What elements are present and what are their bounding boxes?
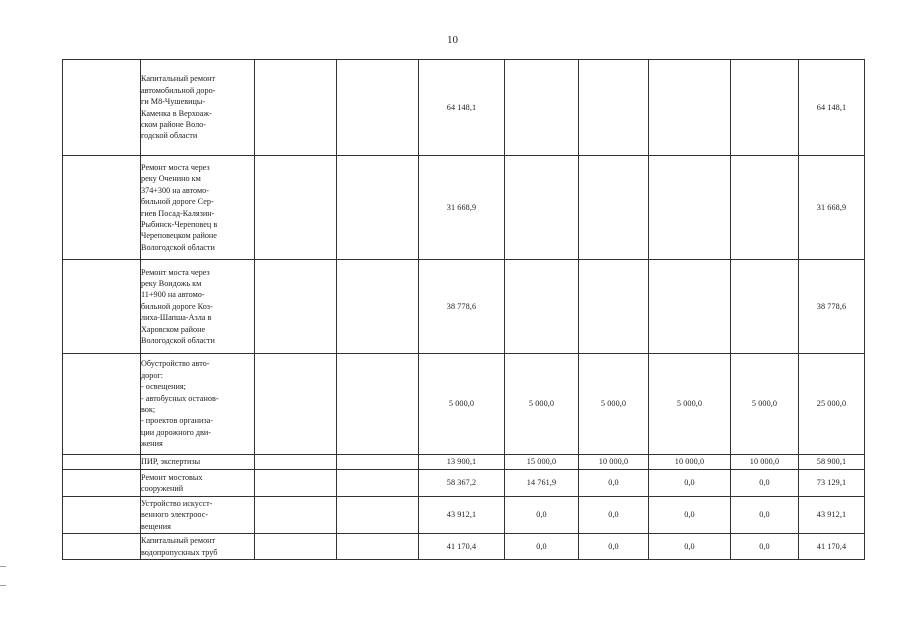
value-cell: 15 000,0 [505,455,579,470]
value-cell: 41 170,4 [419,534,505,560]
empty-cell [63,470,141,497]
empty-cell [337,60,419,156]
value-cell: 41 170,4 [799,534,865,560]
budget-table [62,59,865,560]
value-cell: 0,0 [579,497,649,534]
value-cell: 5 000,0 [419,354,505,455]
value-cell: 10 000,0 [579,455,649,470]
value-cell: 5 000,0 [579,354,649,455]
empty-cell [337,156,419,260]
row-name: Капитальный ремонт водопропускных труб [141,536,218,557]
value-cell: 0,0 [649,534,731,560]
value-cell [649,260,731,354]
row-name: Устройство искусст- венного электроос- вещения [141,498,213,531]
table-row [63,497,865,534]
value-cell [505,60,579,156]
empty-cell [255,470,337,497]
value-cell: 5 000,0 [505,354,579,455]
value-cell: 38 778,6 [419,260,505,354]
value-cell [731,156,799,260]
value-cell: 31 668,9 [419,156,505,260]
value-cell: 0,0 [731,497,799,534]
empty-cell [63,260,141,354]
value-cell: 14 761,9 [505,470,579,497]
value-cell: 13 900,1 [419,455,505,470]
empty-cell [255,354,337,455]
value-cell [505,260,579,354]
empty-cell [63,497,141,534]
empty-cell [337,497,419,534]
empty-cell [255,534,337,560]
value-cell [579,156,649,260]
value-cell: 64 148,1 [799,60,865,156]
row-name-cell [141,60,255,156]
margin-mark [0,585,6,586]
empty-cell [63,156,141,260]
row-name-cell [141,534,255,560]
row-name: Обустройство авто- дорог: - освещения; - автобусных останов- вок; - проектов организа- ции дорожного дви- жения [141,359,219,449]
value-cell: 0,0 [649,470,731,497]
value-cell: 0,0 [579,534,649,560]
empty-cell [337,455,419,470]
value-cell [731,260,799,354]
value-cell: 73 129,1 [799,470,865,497]
margin-mark [0,566,6,567]
table-row [63,455,865,470]
row-name-cell [141,470,255,497]
row-name: Ремонт мостовых сооружений [141,472,203,493]
value-cell: 5 000,0 [731,354,799,455]
row-name-cell [141,156,255,260]
empty-cell [337,354,419,455]
value-cell: 43 912,1 [799,497,865,534]
table-row [63,470,865,497]
value-cell [731,60,799,156]
row-name: Капитальный ремонт автомобильной доро- ги М8-Чушевицы- Каменка в Верхоаж- ском районе Воло- годской области [141,74,216,141]
empty-cell [337,534,419,560]
empty-cell [255,60,337,156]
value-cell: 0,0 [505,534,579,560]
value-cell: 38 778,6 [799,260,865,354]
value-cell: 58 367,2 [419,470,505,497]
value-cell: 0,0 [649,497,731,534]
value-cell: 0,0 [731,470,799,497]
row-name: ПИР, экспертизы [141,457,201,467]
value-cell: 64 148,1 [419,60,505,156]
empty-cell [337,260,419,354]
empty-cell [63,455,141,470]
row-name-cell [141,354,255,455]
table-row [63,60,865,156]
table-row [63,354,865,455]
value-cell: 25 000,0 [799,354,865,455]
empty-cell [255,497,337,534]
value-cell [579,260,649,354]
value-cell [579,60,649,156]
row-name-cell [141,497,255,534]
empty-cell [255,156,337,260]
table-row [63,534,865,560]
table-row [63,156,865,260]
page-number: 10 [447,34,458,46]
value-cell: 5 000,0 [649,354,731,455]
row-name: Ремонт моста через реку Оченино км 374+300 на автомо- бильной дороге Сер- гиев Посад-Калязин- Рыбинск-Череповец в Череповецком районе Вологодской области [141,162,218,252]
value-cell: 0,0 [731,534,799,560]
value-cell [649,156,731,260]
table-row [63,260,865,354]
value-cell: 10 000,0 [731,455,799,470]
value-cell: 0,0 [505,497,579,534]
empty-cell [337,470,419,497]
value-cell: 31 668,9 [799,156,865,260]
value-cell: 0,0 [579,470,649,497]
value-cell: 43 912,1 [419,497,505,534]
row-name-cell [141,260,255,354]
empty-cell [63,60,141,156]
row-name-cell [141,455,255,470]
value-cell: 58 900,1 [799,455,865,470]
row-name: Ремонт моста через реку Воидожь км 11+900 на автомо- бильной дороге Коз- лиха-Шапша-Азла в Харовском районе Вологодской области [141,267,215,346]
empty-cell [63,354,141,455]
empty-cell [255,260,337,354]
value-cell [505,156,579,260]
value-cell [649,60,731,156]
empty-cell [63,534,141,560]
table-body [63,60,865,560]
value-cell: 10 000,0 [649,455,731,470]
empty-cell [255,455,337,470]
